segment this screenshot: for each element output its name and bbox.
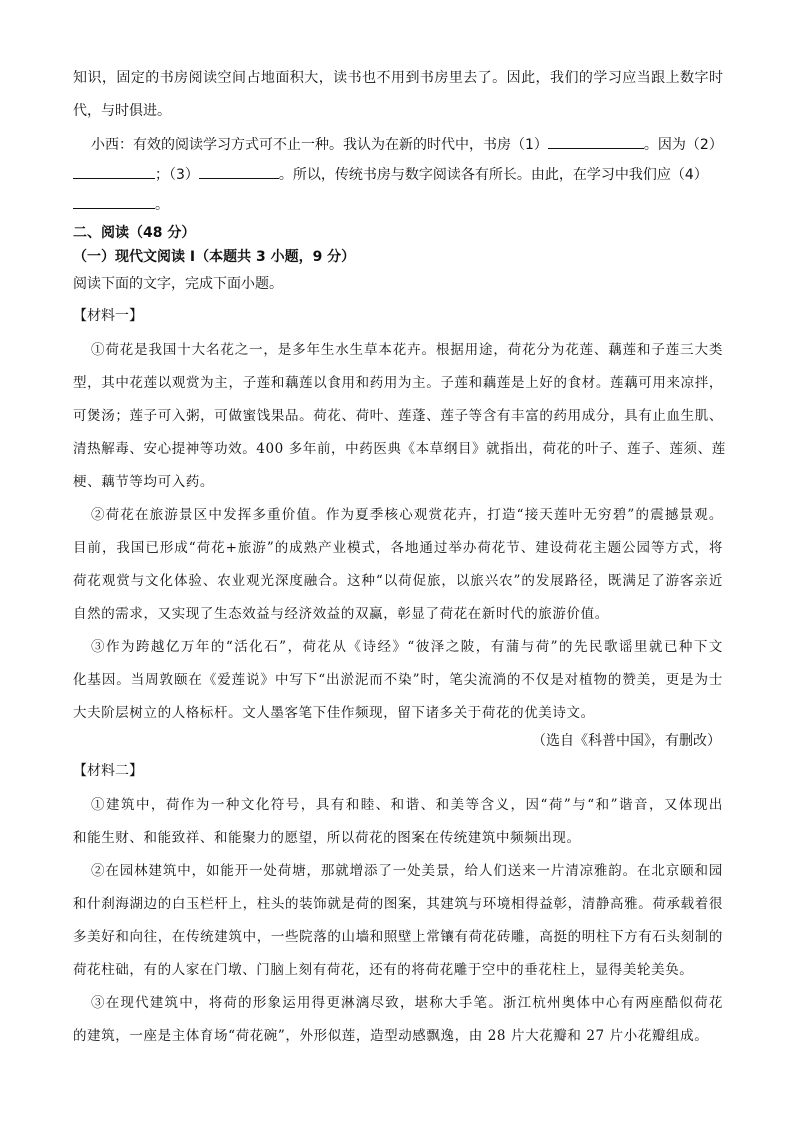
answer-blank-4[interactable]: [73, 194, 155, 209]
material-line: ③在现代建筑中，将荷的形象运用得更淋漓尽致，堪称大手笔。浙江杭州奥体中心有两座酷似荷花: [91, 995, 723, 1011]
material-line: 梗、藕节等均可入药。: [73, 474, 214, 490]
material-line: ②荷花在旅游景区中发挥多重价值。作为夏季核心观赏花卉，打造“接天莲叶无穷碧”的震撼景观。: [91, 507, 723, 523]
text-line: 知识，固定的书房阅读空间占地面积大，读书也不用到书房里去了。因此，我们的学习应当跟上数字时: [73, 70, 723, 86]
text-segment: 。: [155, 197, 169, 213]
material-line: 和能生财、和能致祥、和能聚力的愿望，所以荷花的图案在传统建筑中频频出现。: [73, 830, 581, 846]
material-line: ③作为跨越亿万年的“活化石”，荷花从《诗经》“彼泽之陂，有蒲与荷”的先民歌谣里就已种下文: [91, 639, 723, 655]
text-line: 代，与时俱进。: [73, 103, 171, 119]
section-subheading: （一）现代文阅读 I（本题共 3 小题，9 分）: [73, 249, 356, 265]
material-line: 多美好和向往，在传统建筑中，一些院落的山墙和照壁上常镶有荷花砖雕，高挺的明柱下方有石头刻制的: [73, 929, 723, 945]
material-label: 【材料二】: [73, 763, 143, 779]
text-segment: 小西：有效的阅读学习方式可不止一种。我认为在新的时代中，书房（1）: [91, 137, 548, 153]
source-citation: （选自《科普中国》，有删改）: [532, 733, 721, 749]
material-line: 和什刹海湖边的白玉栏杆上，柱头的装饰就是荷的图案，其建筑与环境相得益彰，清静高雅。荷承载着很: [73, 896, 723, 912]
xiaoxi-paragraph-cont: [73, 164, 708, 184]
text-segment: 。因为（2）: [643, 137, 723, 153]
material-line: 目前，我国已形成“荷花+旅游”的成熟产业模式，各地通过举办荷花节、建设荷花主题公园等方式，将: [73, 540, 723, 556]
material-line: 大夫阶层树立的人格标杆。文人墨客笔下佳作频现，留下诸多关于荷花的优美诗文。: [73, 705, 595, 721]
xiaoxi-paragraph: [91, 134, 723, 154]
section-heading: 二、阅读（48 分）: [73, 225, 196, 241]
text-segment: 。所以，传统书房与数字阅读各有所长。由此，在学习中我们应（4）: [278, 167, 708, 183]
material-line: 清热解毒、安心提神等功效。400 多年前，中药医典《本草纲目》就指出，荷花的叶子、莲子、莲须、莲: [73, 441, 726, 457]
material-line: 可煲汤；莲子可入粥，可做蜜饯果品。荷花、荷叶、莲蓬、莲子等含有丰富的药用成分，具有止血生肌、: [73, 408, 723, 424]
material-line: ①建筑中，荷作为一种文化符号，具有和睦、和谐、和美等含义，因“荷”与“和”谐音，又体现出: [91, 797, 723, 813]
text-segment: ；（3）: [155, 167, 199, 183]
material-line: 自然的需求，又实现了生态效益与经济效益的双赢，彰显了荷花在新时代的旅游价值。: [73, 606, 609, 622]
instruction-text: 阅读下面的文字，完成下面小题。: [73, 276, 283, 292]
answer-blank-3[interactable]: [199, 164, 279, 179]
material-line: 荷花观赏与文化体验、农业观光深度融合。这种“以荷促旅，以旅兴农”的发展路径，既满足了游客亲近: [73, 573, 723, 589]
answer-blank-2[interactable]: [73, 164, 155, 179]
material-line: 荷花柱础，有的人家在门墩、门脑上刻有荷花，还有的将荷花雕于空中的垂花柱上，显得美轮美奂。: [73, 962, 694, 978]
answer-blank-1[interactable]: [548, 134, 644, 149]
material-line: 化基因。当周敦颐在《爱莲说》中写下“出淤泥而不染”时，笔尖流淌的不仅是对植物的赞美，更是为士: [73, 672, 723, 688]
material-label: 【材料一】: [73, 308, 143, 324]
material-line: 型，其中花莲以观赏为主，子莲和藕莲以食用和药用为主。子莲和藕莲是上好的食材。莲藕可用来凉拌，: [73, 375, 723, 391]
material-line: ②在园林建筑中，如能开一处荷塘，那就增添了一处美景，给人们送来一片清凉雅韵。在北京颐和园: [91, 863, 723, 879]
xiaoxi-paragraph-end: [73, 194, 169, 214]
material-line: 的建筑，一座是主体育场“荷花碗”，外形似莲，造型动感飘逸，由 28 片大花瓣和 27 片小花瓣组成。: [73, 1028, 709, 1044]
material-line: ①荷花是我国十大名花之一，是多年生水生草本花卉。根据用途，荷花分为花莲、藕莲和子莲三大类: [91, 342, 723, 358]
